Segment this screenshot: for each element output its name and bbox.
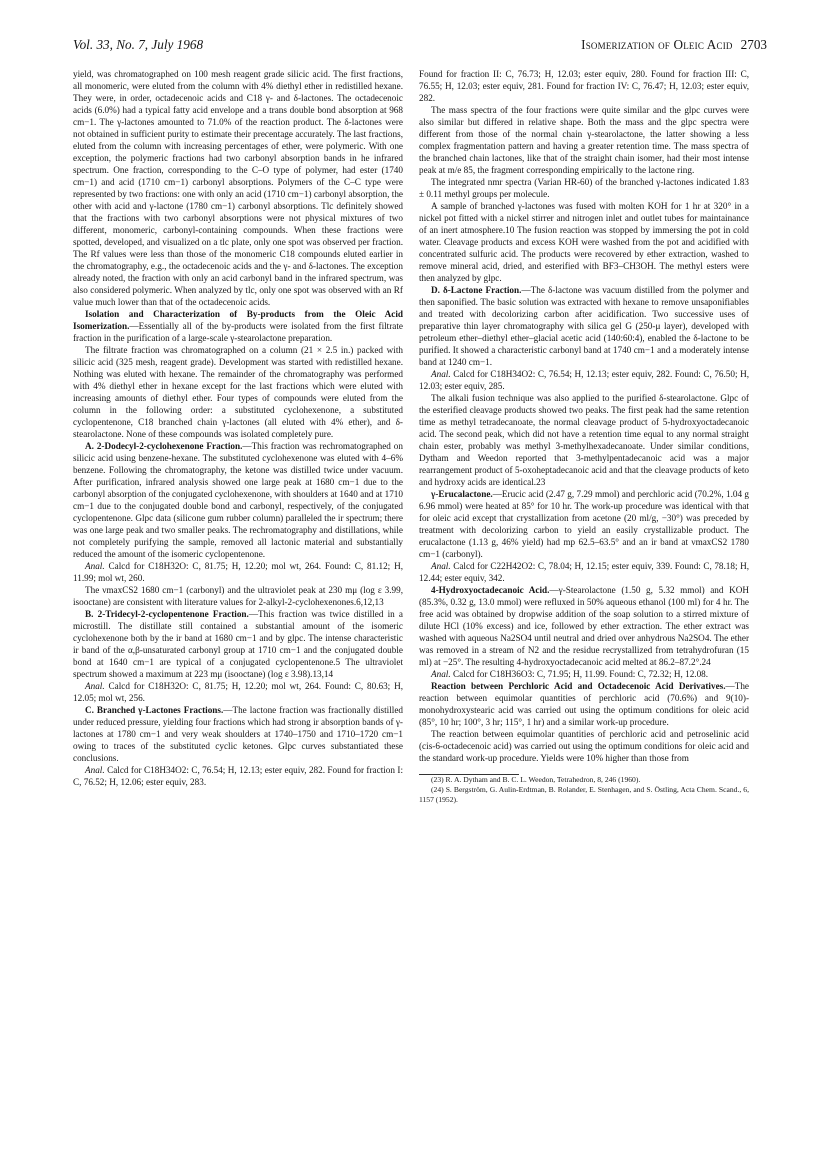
analysis-c — [73, 764, 403, 788]
section-title: C. Branched γ-Lactones Fractions. — [85, 705, 224, 715]
page-header — [73, 37, 767, 59]
analysis-b — [73, 680, 403, 704]
section-body: —The reaction between equimolar quantities of perchloric acid (70.6%) and 9(10)-monohydroxystearic acid was carried out using the optimum conditions for oleic acid (85°, 10 hr; 100°, 3 hr; 115°, 1 hr) and a similar work-up procedure. — [419, 681, 749, 727]
anal-label: Anal. — [431, 561, 451, 571]
analysis-e — [419, 560, 749, 584]
footnote-23: (23) R. A. Dytham and B. C. L. Weedon, Tetrahedron, 8, 246 (1960). — [431, 775, 641, 784]
paragraph-fractions: Found for fraction II: C, 76.73; H, 12.03; ester equiv, 280. Found for fraction III: C, 76.55; H, 12.03; ester equiv, 281. Found for fraction IV: C, 76.47; H, 12.03; ester equiv, 282. — [419, 69, 749, 103]
anal-text: Calcd for C18H34O2: C, 76.54; H, 12.13; ester equiv, 282. Found: C, 76.50; H, 12.03; ester equiv, 285. — [419, 369, 749, 391]
anal-text: Calcd for C22H42O2: C, 78.04; H, 12.15; ester equiv, 339. Found: C, 78.18; H, 12.44; ester equiv, 342. — [419, 561, 749, 583]
anal-text: Calcd for C18H34O2: C, 76.54; H, 12.13; ester equiv, 282. Found for fraction I: C, 76.52; H, 12.06; ester equiv, 283. — [73, 765, 404, 787]
section-b — [73, 608, 403, 680]
paragraph-koh-fusion: A sample of branched γ-lactones was fused with molten KOH for 1 hr at 320° in a nickel pot fitted with a nickel stirrer and nitrogen inlet and outlet tubes for maintainance of an inert atmosphere.10 The fusion reaction was stopped by immersing the pot in cold water. Cleavage products and excess KOH were washed from the pot and acidified with concentrated sulfuric acid. The products were recovered by ether extraction, washed to remove mineral acid, dried, and esterified with BF3–CH3OH. The methyl esters were then analyzed by glpc. — [419, 201, 749, 283]
anal-label: Anal. — [431, 369, 451, 379]
section-title: Reaction between Perchloric Acid and Octadecenoic Acid Derivatives. — [431, 681, 726, 691]
section-reaction — [419, 680, 749, 728]
journal-issue: Vol. 33, No. 7, July 1968 — [73, 37, 204, 52]
paragraph-nmr: The integrated nmr spectra (Varian HR-60) of the branched γ-lactones indicated 1.83 ± 0.11 methyl groups per molecule. — [419, 177, 749, 199]
page-number: 2703 — [740, 37, 767, 52]
paragraph-alkali: The alkali fusion technique was also applied to the purified δ-stearolactone. Glpc of the esterified cleavage products showed two peaks. The first peak had the same retention time as methyl tetradecanoate, the normal cleavage product of 5-hydroxyoctadecanoic acid. The second peak, which did not have a retention time equal to any normal straight chain ester, probably was methyl 3-methylhexadecanoate. Under similar conditions, Dytham and Weedon reported that 3-methylpentadecanoic acid was a major rearrangement product of 5-oxoheptadecanoic acid and that the cleavage products of keto and hydroxy acids are identical.23 — [419, 393, 749, 487]
section-title: γ-Erucalactone. — [431, 489, 493, 499]
section-title: 4-Hydroxyoctadecanoic Acid. — [431, 585, 550, 595]
analysis-d — [419, 368, 749, 392]
section-body: —The lactone fraction was fractionally distilled under reduced pressure, yielding four fractions which had strong ir absorption bands of γ-lactones at 1780 cm−1 and very weak shoulders at 1740–1750 and 1710–1720 cm−1 owing to traces of the substituted cyclic ketones. Glpc curves substantiated these conclusions. — [73, 705, 403, 763]
right-column — [419, 68, 749, 805]
section-erucalactone — [419, 488, 749, 560]
section-d — [419, 284, 749, 368]
analysis-a — [73, 560, 403, 584]
anal-label: Anal. — [85, 561, 105, 571]
section-isolation — [73, 308, 403, 344]
anal-label: Anal. — [431, 669, 451, 679]
section-title: A. 2-Dodecyl-2-cyclohexenone Fraction. — [85, 441, 243, 451]
left-column — [73, 68, 403, 788]
anal-label: Anal. — [85, 765, 105, 775]
paragraph-chromatography: yield, was chromatographed on 100 mesh reagent grade silicic acid. The first fractions, all monomeric, were eluted from the column with 4% diethyl ether in redistilled hexane. They were, in order, octadecenoic acids and C18 γ- and δ-lactones. The octadecenoic acids (6.0%) had a typical fatty acid envelope and a trans double bond absorption at 968 cm−1. The γ-lactones amounted to 71.0% of the reaction product. The δ-lactones were not obtained in sufficient purity to estimate their precentage accurately. The last fractions, eluted from the column with increasing percentages of ether, were polymeric. With one exception, the polymeric fractions had two carbonyl absorption bands in he infrared spectrum. One fraction, corresponding to the C–O type of polymer, had ester (1740 cm−1) and acid (1710 cm−1) carbonyl absorptions. Polymers of the C–C type were represented by two fractions: one with only an acid (1710 cm−1) carbonyl absorption, the other with acid and γ-lactone (1780 cm−1) carbonyl absorptions. Tlc definitely showed that the fractions with two carbonyl absorptions were not physical mixtures of two different, monomeric, carbonyl-containing compounds. When these fractions were spotted, developed, and visualized on a tlc plate, only one spot was observed per fraction. The Rf values were less than those of the monomeric C18 compounds eluted earlier in the chromatography, e.g., the octadecenoic acids and the γ- and δ-lactones. The exception already noted, the fraction with only an acid carbonyl band in the infrared spectrum, was also considered polymeric. When analyzed by tlc, only one spot was observed with an Rf value much lower than that of the octadecenoic acids. — [73, 69, 403, 307]
section-body: —γ-Stearolactone (1.50 g, 5.32 mmol) and KOH (85.3%, 0.32 g, 13.0 mmol) were refluxed in 50% aqueous ethanol (100 ml) for 4 hr. The free acid was obtained by dropwise addition of the soap solution to a stirred mixture of dilute HCl (10% excess) and ice, followed by ether extraction. The ether extract was washed with aqueous Na2SO4 until neutral and dried over anhydrous Na2SO4. The ether was removed in a stream of N2 and the residue recrystallized from tetrahydrofuran (15 ml) at −25°. The resulting 4-hydroxyoctadecanoic acid melted at 86.2–87.2°.24 — [419, 585, 749, 667]
running-title: Isomerization of Oleic Acid — [581, 37, 733, 52]
section-a — [73, 440, 403, 560]
paragraph-uv: The νmaxCS2 1680 cm−1 (carbonyl) and the ultraviolet peak at 230 mμ (log ε 3.99, isooctane) are consistent with literature values for 2-alkyl-2-cyclohexenones.6,12,13 — [73, 585, 403, 607]
anal-label: Anal. — [85, 681, 105, 691]
section-body: —The δ-lactone was vacuum distilled from the polymer and then saponified. The basic solution was extracted with hexane to remove unsaponifiables and treated with decolorizing carbon after acidification. Two successive uses of preparative thin layer chromatography with silica gel G (250-μ layer), developed with petroleum ether–diethyl ether–glacial acetic acid (140:60:4), enabled the δ-lactone to be purified. It showed a characteristic carbonyl band at 1740 cm−1 and a moderately intense band at 1240 cm−1. — [419, 285, 750, 367]
section-body: —Essentially all of the by-products were isolated from the first filtrate fraction in the purification of a large-scale γ-stearolactone preparation. — [73, 321, 403, 343]
analysis-h — [419, 668, 749, 680]
footnotes — [419, 774, 749, 805]
footnote-24: (24) S. Bergström, G. Aulin-Erdtman, B. Rolander, E. Stenhagen, and S. Östling, Acta Chem. Scand., 6, 1157 (1952). — [419, 785, 749, 804]
running-head — [581, 37, 767, 53]
section-body: —Erucic acid (2.47 g, 7.29 mmol) and perchloric acid (70.2%, 1.04 g 6.96 mmol) were heated at 85° for 10 hr. The work-up procedure was identical with that for oleic acid except that crystallization from acetone (20 ml/g, −30°) was preceded by treatment with decolorizing carbon to yield an easily crystallizable product. The erucalactone (1.13 g, 46% yield) had mp 62.5–63.5° and an ir band at νmaxCS2 1780 cm−1 (carbonyl). — [419, 489, 749, 559]
section-title: D. δ-Lactone Fraction. — [431, 285, 522, 295]
section-title: Isolation and Characterization of By-products from the Oleic Acid Isomerization. — [73, 309, 403, 331]
anal-text: Calcd for C18H36O3: C, 71.95; H, 11.99. Found: C, 72.32; H, 12.08. — [452, 669, 709, 679]
paragraph-filtrate: The filtrate fraction was chromatographed on a column (21 × 2.5 in.) packed with silicic acid (325 mesh, reagent grade). Development was started with redistilled hexane. Nothing was eluted with hexane. The remainder of the chromatography was performed with 4% diethyl ether in hexane except for the last fractions which were eluted with increasing amounts of diethyl ether. Four types of compounds were eluted from the column in the following order: a substituted cyclohexenone, a substituted cyclopentenone, C18 branched chain γ-lactones (all eluted with 4% ether), and δ-stearolactone. None of these compounds was isolated completely pure. — [73, 345, 403, 439]
section-c — [73, 704, 403, 764]
section-hydroxy — [419, 584, 749, 668]
section-title: B. 2-Tridecyl-2-cyclopentenone Fraction. — [85, 609, 249, 619]
anal-text: Calcd for C18H32O: C, 81.75; H, 12.20; mol wt, 264. Found: C, 80.63; H, 12.05; mol wt, 256. — [73, 681, 403, 703]
section-body: —This fraction was twice distilled in a microstill. The distillate still contained a substantial amount of the isomeric cyclohexenone both by the ir band at 1680 cm−1 and by glpc. The intense characteristic ir band of the α,β-unsaturated carbonyl group at 1710 cm−1 and the conjugated double bond at 1640 cm−1 are typical of a conjugated cyclopentenone.5 The ultraviolet spectrum showed a maximum at 223 mμ (isooctane) (log ε 3.98).13,14 — [73, 609, 403, 679]
anal-text: Calcd for C18H32O: C, 81.75; H, 12.20; mol wt, 264. Found: C, 81.12; H, 11.99; mol wt, 260. — [73, 561, 403, 583]
paragraph-petroselinic: The reaction between equimolar quantities of perchloric acid and petroselinic acid (cis-6-octadecenoic acid) was carried out using the optimum conditions for oleic acid and the standard work-up procedure. Yields were 10% higher than those from — [419, 729, 749, 763]
section-body: —This fraction was rechromatographed on silicic acid using benzene-hexane. The substituted cyclohexenone was eluted with 4–6% benzene. Following the chromatography, the ketone was distilled twice under vacuum. After purification, infrared analysis showed one large peak at 1680 cm−1 due to the carbonyl absorption of the conjugated cyclohexenone, with shoulders at 1640 and at 1710 cm−1 due to the conjugated double bond and carbonyl, respectively, of the conjugated cyclopentenone. Glpc data (silicone gum rubber column) paralleled the ir spectrum; there was one large peak and two smaller peaks. The rechromatography and distillations, while not completely purifying the sample, removed all lactonic material and substantially reduced the amount of the isomeric cyclopentenone. — [73, 441, 403, 559]
paragraph-mass-spectra: The mass spectra of the four fractions were quite similar and the glpc curves were also similar but differed in relative shape. Both the mass and the glpc spectra were different from those of the normal chain γ-stearolactone, the latter showing a less complex fragmentation pattern and having a greater retention time. The mass spectra of the branched chain lactones, like that of the straight chain isomer, had their most intense peak at m/e 85, the fragment corresponding empirically to the lactone ring. — [419, 105, 749, 175]
